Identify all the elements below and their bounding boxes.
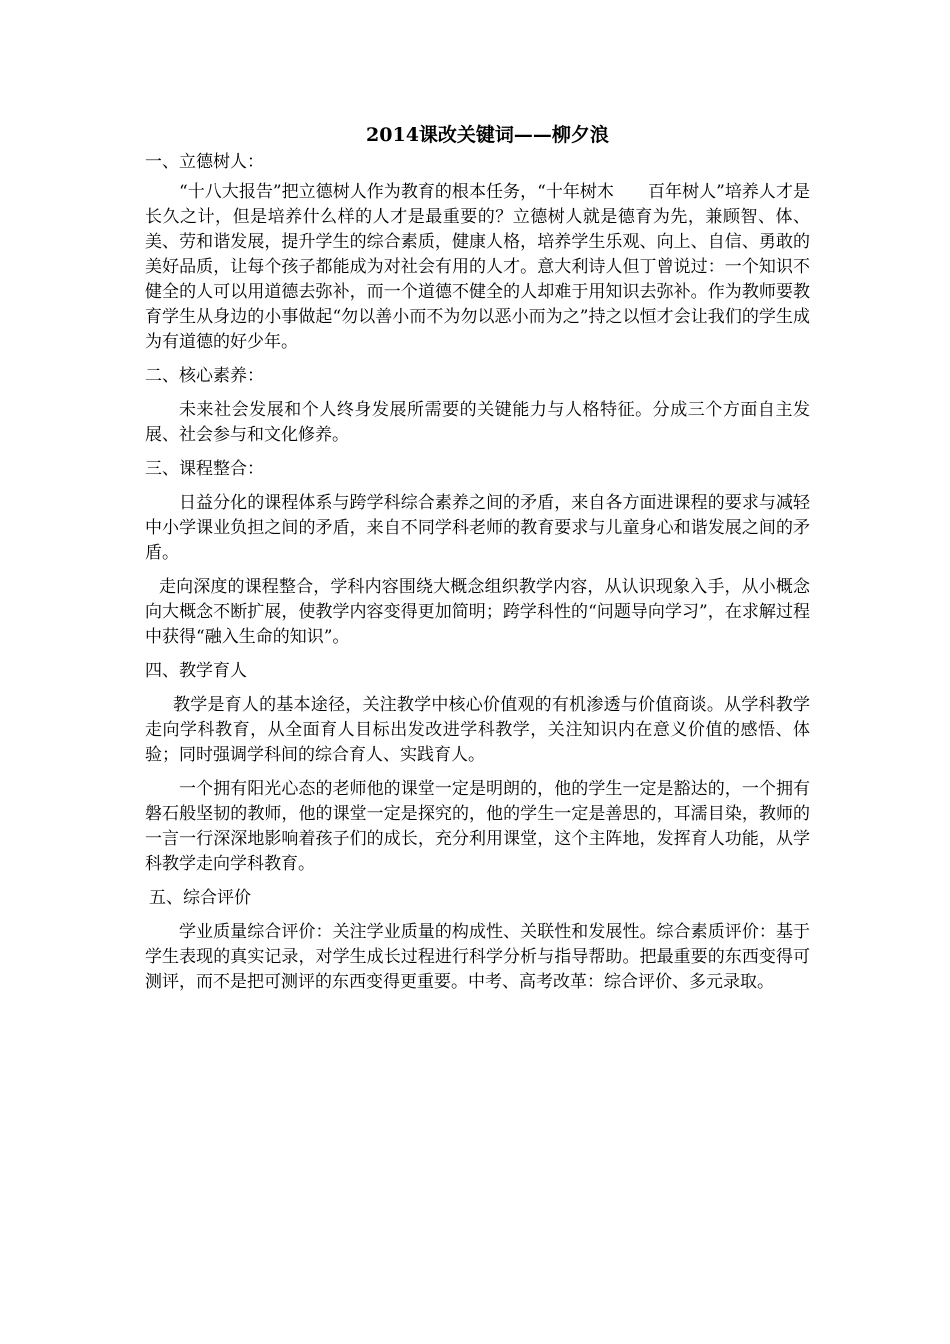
section-paragraph: 教学是育人的基本途径，关注教学中核心价值观的有机渗透与价值商谈。从学科教学走向学科教育，从全面育人目标出发改进学科教学，关注知识内在意义价值的感悟、体验；同时强调学科间的综合育人、实践育人。 [145,695,810,765]
section-paragraph: 未来社会发展和个人终身发展所需要的关键能力与人格特征。分成三个方面自主发展、社会参与和文化修养。 [145,400,810,445]
section-paragraph: 日益分化的课程体系与跨学科综合素养之间的矛盾，来自各方面进课程的要求与减轻中小学课业负担之间的矛盾，来自不同学科老师的教育要求与儿童身心和谐发展之间的矛盾。 [145,493,810,563]
section-paragraph: 学业质量综合评价：关注学业质量的构成性、关联性和发展性。综合素质评价：基于学生表现的真实记录，对学生成长过程进行科学分析与指导帮助。把最重要的东西变得可测评，而不是把可测评的东西变得更重要。中考、高考改革：综合评价、多元录取。 [145,922,810,992]
section-heading-kecheng-zhenghe: 三、课程整合： [145,459,264,479]
section-heading-hexin-suyang: 二、核心素养： [145,366,264,386]
section-heading-jiaoxue-yuren: 四、教学育人 [145,661,247,681]
section-paragraph: 一个拥有阳光心态的老师他的课堂一定是明朗的，他的学生一定是豁达的，一个拥有磐石般坚韧的教师，他的课堂一定是探究的，他的学生一定是善思的，耳濡目染，教师的一言一行深深地影响着孩子们的成长，充分利用课堂，这个主阵地，发挥育人功能，从学科教学走向学科教育。 [145,779,810,874]
document-body [145,122,810,1004]
section-heading-lide-shuren: 一、立德树人： [145,152,264,172]
section-heading-zonghe-pingjia: 五、综合评价 [149,888,251,908]
document-title: 2014课改关键词——柳夕浪 [366,124,609,146]
section-paragraph: 走向深度的课程整合，学科内容围绕大概念组织教学内容，从认识现象入手，从小概念向大概念不断扩展，使教学内容变得更加简明；跨学科性的“问题导向学习”，在求解过程中获得“融入生命的知识”。 [145,577,810,647]
section-paragraph: “十八大报告”把立德树人作为教育的根本任务，“十年树木 百年树人”培养人才是长久之计，但是培养什么样的人才是最重要的？立德树人就是德育为先，兼顾智、体、美、劳和谐发展，提升学生的综合素质，健康人格，培养学生乐观、向上、自信、勇敢的美好品质，让每个孩子都能成为对社会有用的人才。意大利诗人但丁曾说过：一个知识不健全的人可以用道德去弥补，而一个道德不健全的人却难于用知识去弥补。作为教师要教育学生从身边的小事做起“勿以善小而不为勿以恶小而为之”持之以恒才会让我们的学生成为有道德的好少年。 [145,182,810,352]
